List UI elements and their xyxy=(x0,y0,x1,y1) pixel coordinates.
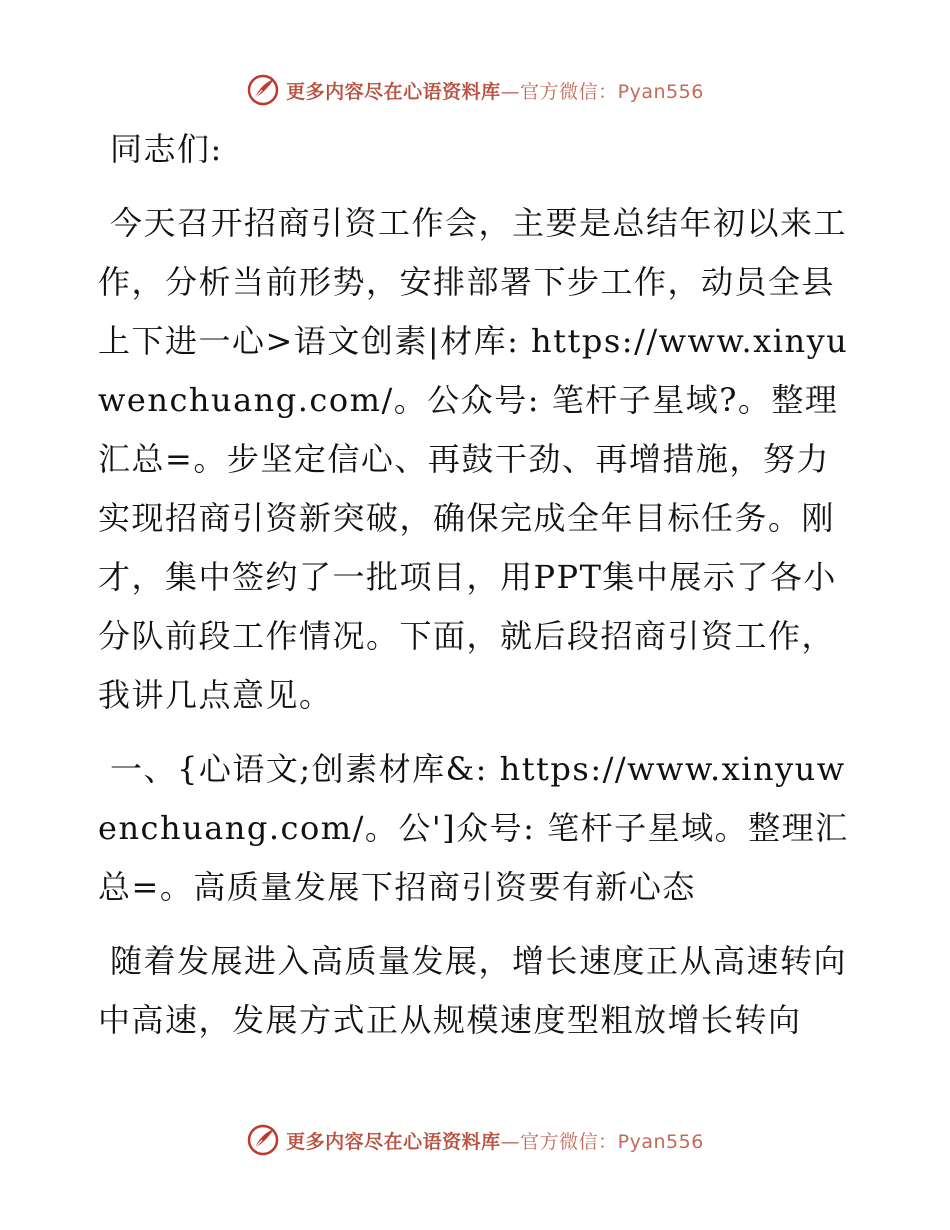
quill-logo-icon xyxy=(246,73,280,107)
watermark-text: 更多内容尽在心语资料库—官方微信：Pyan556 xyxy=(286,1130,704,1153)
greeting: 同志们: xyxy=(110,130,223,168)
paragraph-intro: 今天召开招商引资工作会，主要是总结年初以来工作，分析当前形势，安排部署下步工作，动员全县上下进一心>语文创素|材库: https://www.xinyuwenchuang.com/。公众号: 笔杆子星域?。整理汇总=。步坚定信心、再鼓干劲、再增措施，努力实现招商引资新突破，确保完成全年目标任务。刚才，集中签约了一批项目，用PPT集中展示了各小分队前段工作情况。下面，就后段招商引资工作，我讲几点意见。 xyxy=(98,204,849,714)
quill-logo-icon xyxy=(246,1123,280,1157)
document-body xyxy=(98,120,858,1065)
footer-watermark xyxy=(0,1120,950,1160)
watermark-text: 更多内容尽在心语资料库—官方微信：Pyan556 xyxy=(286,80,704,103)
section-heading-1: 一、{心语文;创素材库&: https://www.xinyuwenchuang.com/。公']众号: 笔杆子星域。整理汇总=。高质量发展下招商引资要有新心态 xyxy=(98,750,849,906)
header-watermark xyxy=(0,70,950,110)
paragraph-body: 随着发展进入高质量发展，增长速度正从高速转向中高速，发展方式正从规模速度型粗放增长转向 xyxy=(98,942,848,1039)
